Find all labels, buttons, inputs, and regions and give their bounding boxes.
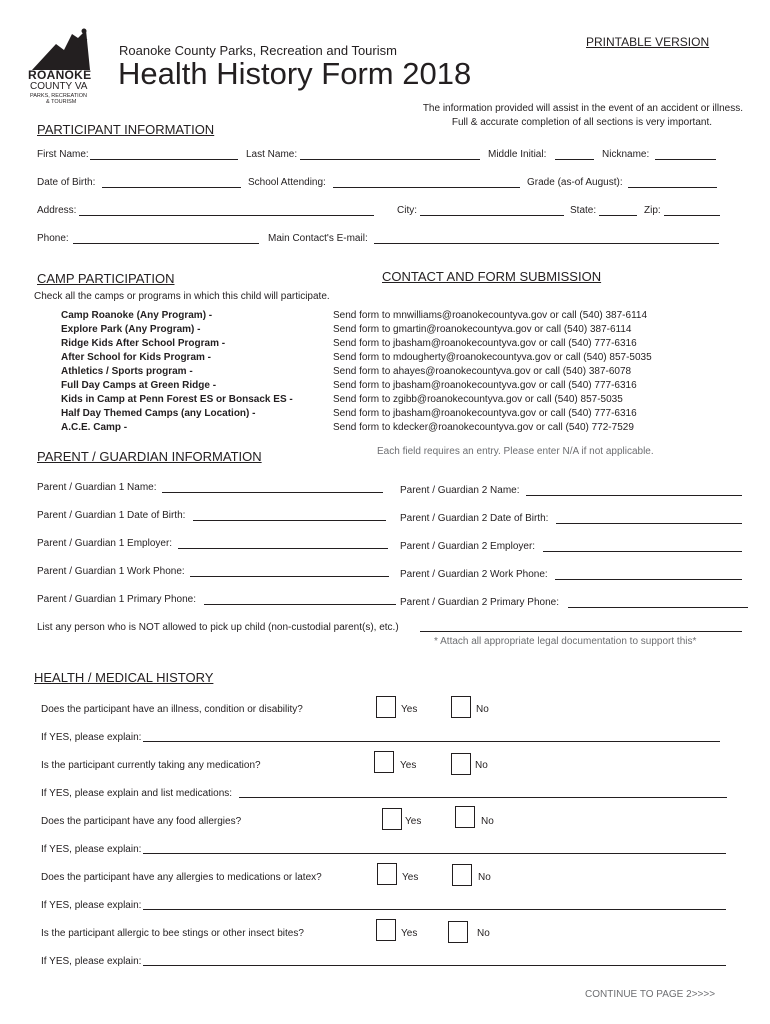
- camp-contact-text: Send form to jbasham@roanokecountyva.gov or call (540) 777-6316: [333, 408, 637, 419]
- camp-program-name: Camp Roanoke (Any Program) -: [61, 310, 213, 321]
- logo-line2: COUNTY VA: [30, 81, 88, 92]
- g2-name-label: Parent / Guardian 2 Name:: [400, 485, 520, 496]
- logo-line4: & TOURISM: [46, 99, 77, 105]
- last-name-field[interactable]: [300, 159, 480, 160]
- phone-label: Phone:: [37, 233, 69, 244]
- camp-heading: CAMP PARTICIPATION: [37, 271, 175, 286]
- q2-yes-checkbox[interactable]: [374, 751, 394, 773]
- nickname-field[interactable]: [655, 159, 716, 160]
- g2-name-field[interactable]: [526, 495, 742, 496]
- camp-program-name: Ridge Kids After School Program -: [61, 338, 226, 349]
- school-label: School Attending:: [248, 177, 326, 188]
- q2-no-checkbox[interactable]: [451, 753, 471, 775]
- g1-dob-label: Parent / Guardian 1 Date of Birth:: [37, 510, 186, 521]
- email-field[interactable]: [374, 243, 719, 244]
- camp-program-name: Half Day Themed Camps (any Location) -: [61, 408, 256, 419]
- printable-version-link[interactable]: PRINTABLE VERSION: [586, 35, 710, 49]
- q1-yes-checkbox[interactable]: [376, 696, 396, 718]
- phone-field[interactable]: [73, 243, 259, 244]
- info-line-1: The information provided will assist in the event of an accident or illness.: [422, 103, 743, 114]
- q1-label: Does the participant have an illness, condition or disability?: [41, 704, 303, 715]
- q2-label: Is the participant currently taking any medication?: [41, 760, 261, 771]
- zip-field[interactable]: [664, 215, 720, 216]
- q4-yes-checkbox[interactable]: [377, 863, 397, 885]
- g2-work-phone-label: Parent / Guardian 2 Work Phone:: [400, 569, 548, 580]
- g1-employer-field[interactable]: [178, 548, 388, 549]
- q5-explain-label: If YES, please explain:: [41, 956, 142, 967]
- middle-initial-field[interactable]: [555, 159, 594, 160]
- camp-contact-text: Send form to mdougherty@roanokecountyva.gov or call (540) 857-5035: [333, 352, 652, 363]
- middle-initial-label: Middle Initial:: [488, 149, 547, 160]
- participant-heading: PARTICIPANT INFORMATION: [37, 122, 215, 137]
- state-field[interactable]: [599, 215, 637, 216]
- address-label: Address:: [37, 205, 77, 216]
- g2-employer-field[interactable]: [543, 551, 742, 552]
- logo-line3: PARKS, RECREATION: [30, 93, 87, 99]
- q1-no-checkbox[interactable]: [451, 696, 471, 718]
- q4-explain-label: If YES, please explain:: [41, 900, 142, 911]
- state-label: State:: [570, 205, 597, 216]
- contact-heading: CONTACT AND FORM SUBMISSION: [382, 269, 602, 284]
- q5-no-label: No: [477, 928, 490, 939]
- camp-program-name: After School for Kids Program -: [61, 352, 212, 363]
- camp-contact-text: Send form to ahayes@roanokecountyva.gov or call (540) 387-6078: [333, 366, 632, 377]
- q5-yes-checkbox[interactable]: [376, 919, 396, 941]
- q3-no-label: No: [481, 816, 494, 827]
- q1-explain-label: If YES, please explain:: [41, 732, 142, 743]
- camp-contact-text: Send form to gmartin@roanokecountyva.gov or call (540) 387-6114: [333, 324, 632, 335]
- g1-work-phone-label: Parent / Guardian 1 Work Phone:: [37, 566, 185, 577]
- q1-explain-field[interactable]: [143, 741, 720, 742]
- camp-program-name: Explore Park (Any Program) -: [61, 324, 201, 335]
- not-allowed-label: List any person who is NOT allowed to pick up child (non-custodial parent(s), etc.): [37, 622, 399, 633]
- g2-primary-phone-label: Parent / Guardian 2 Primary Phone:: [400, 597, 559, 608]
- address-field[interactable]: [79, 215, 374, 216]
- g1-primary-phone-label: Parent / Guardian 1 Primary Phone:: [37, 594, 196, 605]
- first-name-label: First Name:: [37, 149, 89, 160]
- guardian-note: Each field requires an entry. Please enter N/A if not applicable.: [377, 446, 654, 457]
- g1-primary-phone-field[interactable]: [204, 604, 396, 605]
- g1-work-phone-field[interactable]: [190, 576, 389, 577]
- grade-label: Grade (as-of August):: [527, 177, 623, 188]
- zip-label: Zip:: [644, 205, 661, 216]
- q3-explain-field[interactable]: [143, 853, 726, 854]
- info-line-2: Full & accurate completion of all sections is very important.: [451, 117, 712, 128]
- camp-program-name: Athletics / Sports program -: [61, 366, 193, 377]
- q3-yes-checkbox[interactable]: [382, 808, 402, 830]
- g1-employer-label: Parent / Guardian 1 Employer:: [37, 538, 173, 549]
- g1-name-field[interactable]: [162, 492, 383, 493]
- q2-yes-label: Yes: [400, 760, 417, 771]
- first-name-field[interactable]: [90, 159, 238, 160]
- county-logo: [26, 26, 96, 106]
- q4-label: Does the participant have any allergies to medications or latex?: [41, 872, 322, 883]
- q1-yes-label: Yes: [401, 704, 418, 715]
- camp-contact-text: Send form to kdecker@roanokecountyva.gov or call (540) 772-7529: [333, 422, 634, 433]
- city-field[interactable]: [420, 215, 564, 216]
- q3-label: Does the participant have any food allergies?: [41, 816, 242, 827]
- camp-contact-text: Send form to zgibb@roanokecountyva.gov or call (540) 857-5035: [333, 394, 623, 405]
- camp-instruction: Check all the camps or programs in which this child will participate.: [34, 291, 330, 302]
- q4-yes-label: Yes: [402, 872, 419, 883]
- g2-dob-field[interactable]: [556, 523, 742, 524]
- organization-name: Roanoke County Parks, Recreation and Tourism: [119, 43, 397, 58]
- q2-explain-field[interactable]: [239, 797, 727, 798]
- camp-program-name: Kids in Camp at Penn Forest ES or Bonsack ES -: [61, 394, 293, 405]
- q5-yes-label: Yes: [401, 928, 418, 939]
- camp-contact-text: Send form to jbasham@roanokecountyva.gov or call (540) 777-6316: [333, 338, 637, 349]
- attach-note: * Attach all appropriate legal documentation to support this*: [434, 636, 697, 647]
- q3-explain-label: If YES, please explain:: [41, 844, 142, 855]
- logo-line1: ROANOKE: [28, 68, 92, 82]
- grade-field[interactable]: [628, 187, 717, 188]
- q5-no-checkbox[interactable]: [448, 921, 468, 943]
- q4-explain-field[interactable]: [143, 909, 726, 910]
- g2-work-phone-field[interactable]: [555, 579, 742, 580]
- guardian-heading: PARENT / GUARDIAN INFORMATION: [37, 449, 262, 464]
- g1-name-label: Parent / Guardian 1 Name:: [37, 482, 157, 493]
- q2-explain-label: If YES, please explain and list medications:: [41, 788, 233, 799]
- not-allowed-field[interactable]: [420, 631, 742, 632]
- school-field[interactable]: [333, 187, 520, 188]
- page-title: Health History Form 2018: [118, 56, 472, 91]
- camp-contact-text: Send form to jbasham@roanokecountyva.gov or call (540) 777-6316: [333, 380, 637, 391]
- g2-employer-label: Parent / Guardian 2 Employer:: [400, 541, 536, 552]
- g2-dob-label: Parent / Guardian 2 Date of Birth:: [400, 513, 549, 524]
- camp-program-name: Full Day Camps at Green Ridge -: [61, 380, 217, 391]
- city-label: City:: [397, 205, 417, 216]
- mountain-hiker-icon: [26, 26, 96, 72]
- health-heading: HEALTH / MEDICAL HISTORY: [34, 670, 214, 685]
- g1-dob-field[interactable]: [193, 520, 386, 521]
- q5-explain-field[interactable]: [143, 965, 726, 966]
- dob-field[interactable]: [102, 187, 241, 188]
- email-label: Main Contact's E-mail:: [268, 233, 368, 244]
- last-name-label: Last Name:: [246, 149, 298, 160]
- q3-yes-label: Yes: [405, 816, 422, 827]
- q4-no-checkbox[interactable]: [452, 864, 472, 886]
- camp-contact-text: Send form to mnwilliams@roanokecountyva.gov or call (540) 387-6114: [333, 310, 648, 321]
- g2-primary-phone-field[interactable]: [568, 607, 748, 608]
- q3-no-checkbox[interactable]: [455, 806, 475, 828]
- q2-no-label: No: [475, 760, 488, 771]
- q1-no-label: No: [476, 704, 489, 715]
- camp-program-name: A.C.E. Camp -: [61, 422, 128, 433]
- nickname-label: Nickname:: [602, 149, 650, 160]
- q5-label: Is the participant allergic to bee stings or other insect bites?: [41, 928, 304, 939]
- dob-label: Date of Birth:: [37, 177, 96, 188]
- q4-no-label: No: [478, 872, 491, 883]
- continue-link[interactable]: CONTINUE TO PAGE 2>>>>: [585, 989, 716, 1000]
